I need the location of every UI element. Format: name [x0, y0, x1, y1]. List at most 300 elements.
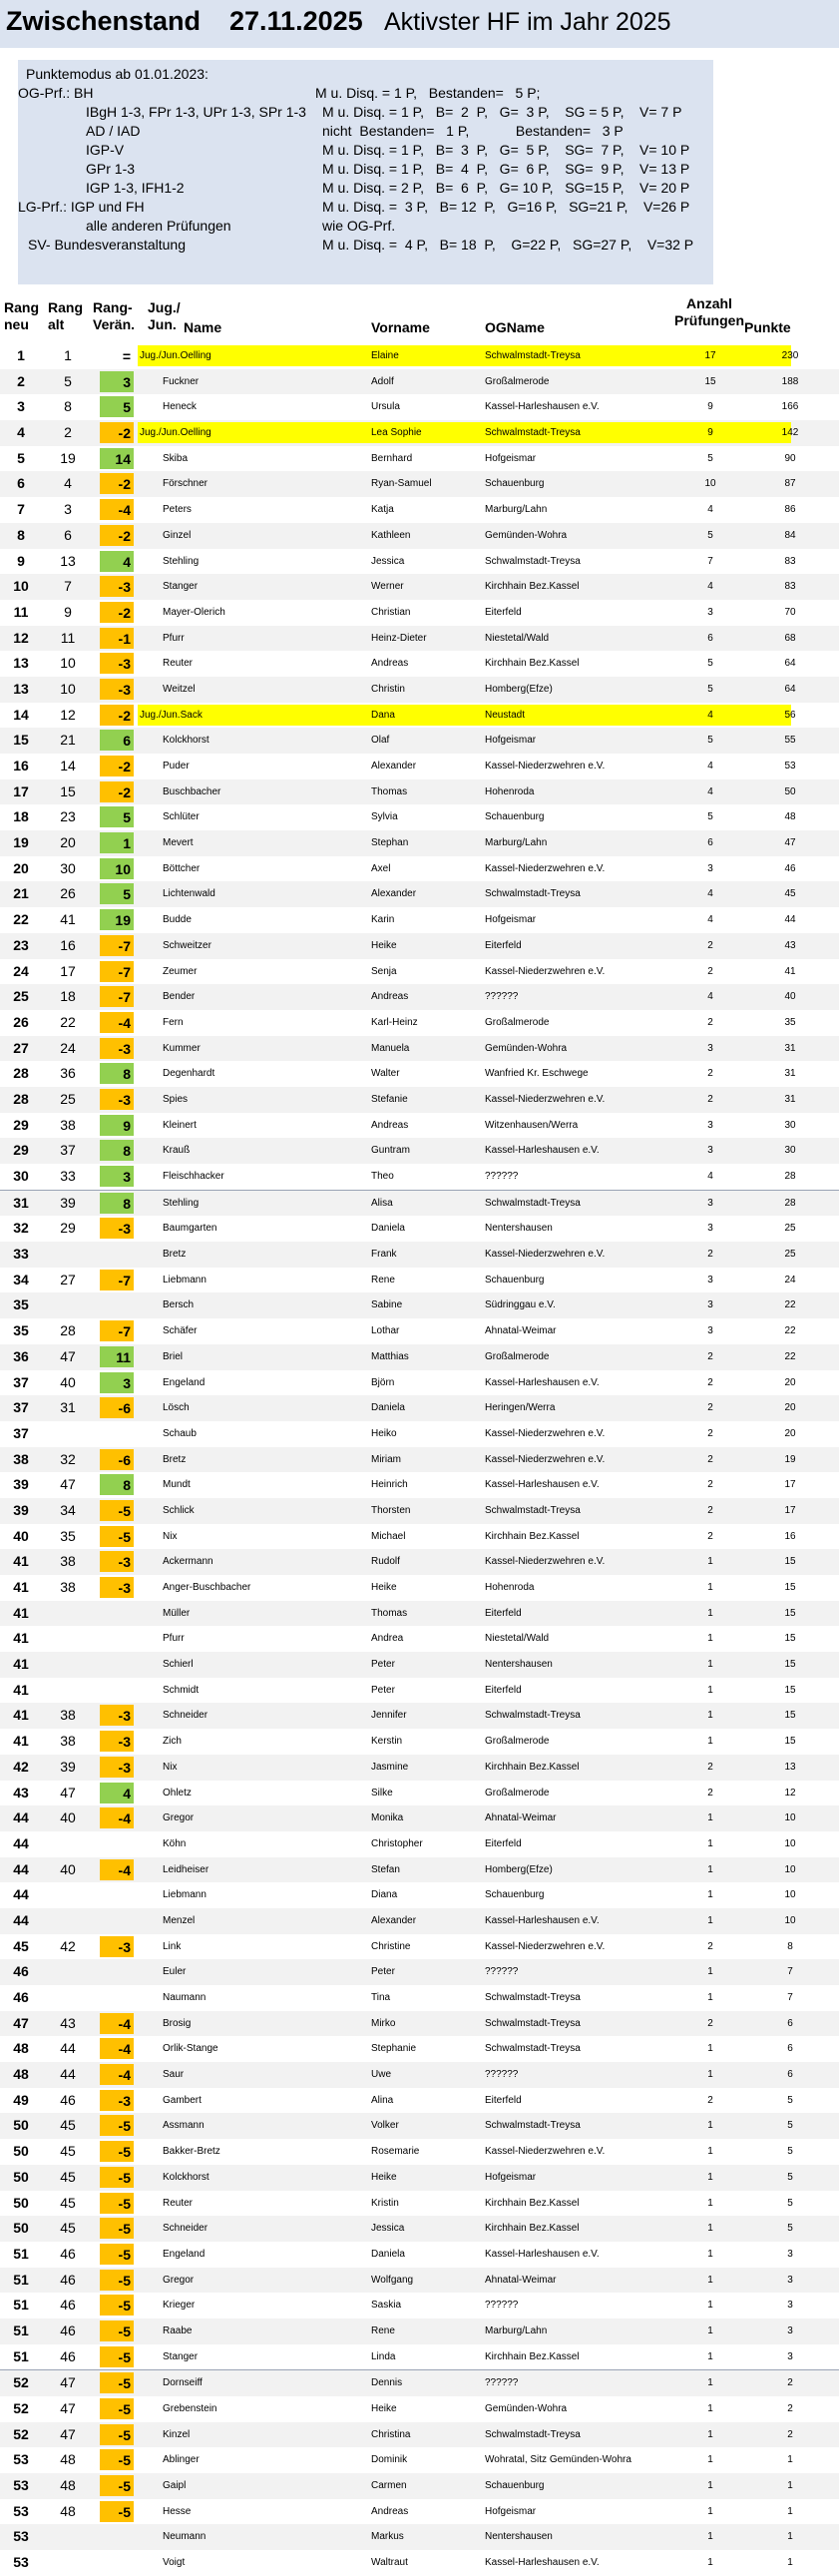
exam-count: 1: [707, 2531, 713, 2543]
first-name: Carmen: [371, 2480, 407, 2492]
rank-change-cell: [100, 961, 134, 982]
club-name: ??????: [485, 2377, 519, 2389]
club-name: Ahnatal-Weimar: [485, 2274, 557, 2286]
points: 55: [784, 735, 796, 747]
points: 31: [784, 1042, 796, 1054]
table-row: [0, 1857, 839, 1883]
exam-count: 6: [707, 632, 713, 644]
surname: Förschner: [163, 478, 209, 490]
first-name: Andrea: [371, 1633, 404, 1645]
rank-old: 11: [60, 629, 76, 646]
col-vorname: Vorname: [371, 319, 430, 335]
first-name: Kerstin: [371, 1736, 403, 1748]
rank-new: 28: [13, 1090, 29, 1107]
table-row: [0, 446, 839, 472]
points: 25: [784, 1223, 796, 1235]
points: 24: [784, 1274, 796, 1286]
rank-change-cell: [100, 602, 134, 623]
points: 15: [784, 1736, 796, 1748]
table-row: [0, 549, 839, 575]
points: 47: [784, 837, 796, 849]
club-name: Schwalmstadt-Treysa: [485, 1504, 581, 1516]
rank-change: -3: [118, 1734, 131, 1751]
points: 83: [784, 581, 796, 593]
rank-change-cell: [100, 1783, 134, 1803]
club-name: Schwalmstadt-Treysa: [485, 427, 581, 439]
points: 2: [787, 2428, 793, 2440]
club-name: Marburg/Lahn: [485, 837, 548, 849]
points: 5: [787, 2146, 793, 2158]
first-name: Heike: [371, 1582, 397, 1593]
club-name: Nentershausen: [485, 2531, 553, 2543]
rank-new: 44: [13, 1860, 29, 1877]
rank-new: 41: [13, 1733, 29, 1750]
surname: Puder: [163, 761, 190, 772]
rank-new: 44: [13, 1911, 29, 1928]
rank-new: 50: [13, 2194, 29, 2211]
exam-count: 1: [707, 1863, 713, 1875]
points: 16: [784, 1530, 796, 1542]
rank-new: 5: [17, 449, 25, 466]
table-row: [0, 1934, 839, 1960]
club-name: Nentershausen: [485, 1659, 553, 1671]
points: 83: [784, 555, 796, 567]
rank-change-cell: [100, 2398, 134, 2419]
rank-old: 15: [60, 782, 76, 799]
rank-change: -2: [118, 783, 131, 800]
first-name: Alexander: [371, 1914, 417, 1926]
points: 1: [787, 2454, 793, 2466]
rank-new: 37: [13, 1424, 29, 1441]
rank-change: 10: [115, 860, 131, 877]
table-row: [0, 907, 839, 933]
rank-old: 2: [64, 424, 72, 441]
rank-old: 8: [64, 398, 72, 415]
club-name: ??????: [485, 2069, 519, 2081]
rank-change-cell: [100, 2270, 134, 2291]
points: 86: [784, 504, 796, 516]
rank-change-cell: [100, 1320, 134, 1341]
first-name: Senja: [371, 965, 397, 977]
exam-count: 15: [704, 375, 716, 387]
surname: Lichtenwald: [163, 888, 215, 900]
table-row: [0, 471, 839, 497]
exam-count: 1: [707, 2480, 713, 2492]
first-name: Adolf: [371, 375, 394, 387]
rank-change: -5: [118, 2401, 131, 2417]
first-name: Frank: [371, 1249, 397, 1261]
club-name: Schauenburg: [485, 811, 545, 823]
rank-change-cell: [100, 1218, 134, 1239]
table-header: [0, 291, 839, 341]
exam-count: 3: [707, 1274, 713, 1286]
club-name: Marburg/Lahn: [485, 2324, 548, 2336]
points: 3: [787, 2248, 793, 2260]
exam-count: 3: [707, 1197, 713, 1209]
exam-count: 2: [707, 1940, 713, 1952]
rank-change-cell: [100, 730, 134, 751]
surname: Buschbacher: [163, 785, 221, 797]
rank-old: 45: [60, 2117, 76, 2134]
rank-new: 53: [13, 2451, 29, 2468]
first-name: Kristin: [371, 2197, 399, 2209]
rank-old: 38: [60, 1733, 76, 1750]
club-name: Kassel-Harleshausen e.V.: [485, 1376, 600, 1388]
rank-old: 46: [60, 2347, 76, 2364]
club-name: Gemünden-Wohra: [485, 2403, 568, 2414]
club-name: Schauenburg: [485, 2480, 545, 2492]
rank-change-cell: [100, 1577, 134, 1598]
club-name: Gemünden-Wohra: [485, 1042, 568, 1054]
rank-change: -5: [118, 2169, 131, 2186]
rank-change: -2: [118, 476, 131, 493]
points: 10: [784, 1889, 796, 1901]
club-name: Gemünden-Wohra: [485, 529, 568, 541]
rank-new: 29: [13, 1142, 29, 1159]
table-row: [0, 856, 839, 882]
rank-change: -5: [118, 2426, 131, 2443]
points: 15: [784, 1582, 796, 1593]
rank-change: 11: [116, 1348, 131, 1365]
club-name: Homberg(Efze): [485, 1863, 553, 1875]
youth-label: Jug./Jun.Sack: [140, 709, 203, 721]
points: 20: [784, 1427, 796, 1439]
rank-new: 13: [13, 655, 29, 672]
rank-old: 45: [60, 2194, 76, 2211]
surname: Pfurr: [163, 632, 185, 644]
exam-count: 3: [707, 606, 713, 618]
table-row: [0, 1985, 839, 2011]
rank-old: 30: [60, 859, 76, 876]
points: 53: [784, 761, 796, 772]
rank-new: 10: [13, 578, 29, 595]
rank-new: 7: [17, 501, 25, 518]
club-name: Schauenburg: [485, 1274, 545, 1286]
club-name: Schwalmstadt-Treysa: [485, 888, 581, 900]
table-row: [0, 1242, 839, 1268]
table-row: [0, 881, 839, 907]
rank-change: -5: [118, 2246, 131, 2263]
surname: Nix: [163, 1761, 178, 1773]
first-name: Thorsten: [371, 1504, 411, 1516]
table-row: [0, 420, 839, 446]
mode-rule: M u. Disq. = 1 P, B= 3 P, G= 5 P, SG= 7 P, V= 10 P: [322, 142, 690, 158]
col-rank-new: Rang neu: [4, 299, 39, 332]
exam-count: 10: [704, 478, 716, 490]
rank-new: 41: [13, 1630, 29, 1647]
rank-old: 47: [60, 1784, 76, 1801]
points: 30: [784, 1145, 796, 1157]
rank-change: -4: [118, 1014, 131, 1031]
table-row: [0, 1292, 839, 1318]
points: 68: [784, 632, 796, 644]
table-row: [0, 1781, 839, 1806]
rank-change: -5: [118, 2375, 131, 2392]
surname: Reuter: [163, 2197, 194, 2209]
rank-change-cell: [100, 2424, 134, 2445]
points: 87: [784, 478, 796, 490]
rank-new: 23: [13, 936, 29, 953]
surname: Pfurr: [163, 1633, 185, 1645]
rank-change-cell: [100, 551, 134, 572]
first-name: Andreas: [371, 658, 409, 670]
club-name: Kassel-Niederzwehren e.V.: [485, 1427, 606, 1439]
surname: Gregor: [163, 1812, 195, 1824]
points: 15: [784, 1659, 796, 1671]
surname: Link: [163, 1940, 182, 1952]
first-name: Alexander: [371, 888, 417, 900]
exam-count: 2: [707, 1350, 713, 1362]
club-name: ??????: [485, 1171, 519, 1182]
table-row: [0, 1575, 839, 1601]
first-name: Wolfgang: [371, 2274, 414, 2286]
club-name: Eiterfeld: [485, 1837, 522, 1849]
exam-count: 1: [707, 2324, 713, 2336]
rank-change: -5: [118, 2452, 131, 2469]
first-name: Daniela: [371, 1402, 405, 1414]
points: 10: [784, 1812, 796, 1824]
club-name: Schwalmstadt-Treysa: [485, 2017, 581, 2029]
rank-old: 35: [60, 1527, 76, 1544]
exam-count: 1: [707, 2454, 713, 2466]
table-row: [0, 600, 839, 626]
rank-change: 1: [123, 835, 131, 852]
rank-old: 46: [60, 2091, 76, 2108]
rank-change-cell: [100, 1397, 134, 1418]
surname: Liebmann: [163, 1274, 207, 1286]
rank-old: 45: [60, 2220, 76, 2237]
rank-change: 4: [123, 1785, 131, 1802]
first-name: Linda: [371, 2350, 396, 2362]
rank-old: 31: [60, 1399, 76, 1416]
exam-count: 2: [707, 2094, 713, 2106]
table-row: [0, 1678, 839, 1704]
table-row: [0, 394, 839, 420]
rank-change-cell: [100, 2346, 134, 2367]
exam-count: 7: [707, 555, 713, 567]
mode-label: alle anderen Prüfungen: [86, 218, 231, 234]
rank-old: 16: [60, 936, 76, 953]
table-row: [0, 2447, 839, 2473]
points: 64: [784, 658, 796, 670]
rank-new: 37: [13, 1373, 29, 1390]
exam-count: 2: [707, 2017, 713, 2029]
rank-old: 43: [60, 2014, 76, 2031]
club-name: Schwalmstadt-Treysa: [485, 350, 581, 361]
first-name: Alexander: [371, 761, 417, 772]
first-name: Andreas: [371, 1119, 409, 1131]
points: 3: [787, 2350, 793, 2362]
table-row: [0, 677, 839, 703]
points: 1: [787, 2531, 793, 2543]
first-name: Peter: [371, 1659, 395, 1671]
rank-change-cell: [100, 2013, 134, 2034]
points: 10: [784, 1863, 796, 1875]
surname: Mundt: [163, 1479, 191, 1491]
rank-new: 50: [13, 2168, 29, 2185]
club-name: Hofgeismar: [485, 2171, 537, 2183]
first-name: Kathleen: [371, 529, 411, 541]
rank-new: 32: [13, 1220, 29, 1237]
first-name: Rene: [371, 1274, 395, 1286]
club-name: ??????: [485, 991, 519, 1003]
rank-change-cell: [100, 1705, 134, 1726]
rank-change: -5: [118, 2144, 131, 2161]
rank-old: 47: [60, 2425, 76, 2442]
rank-change: 4: [123, 553, 131, 570]
table-row: [0, 1831, 839, 1857]
points-mode-heading: Punktemodus ab 01.01.2023:: [26, 66, 209, 82]
first-name: Karin: [371, 914, 395, 926]
table-row: [0, 2318, 839, 2344]
points: 10: [784, 1837, 796, 1849]
first-name: Jennifer: [371, 1710, 407, 1722]
rank-new: 43: [13, 1784, 29, 1801]
first-name: Guntram: [371, 1145, 410, 1157]
table-row: [0, 804, 839, 830]
points: 10: [784, 1914, 796, 1926]
surname: Schneider: [163, 2223, 209, 2235]
club-name: Kassel-Niederzwehren e.V.: [485, 1093, 606, 1105]
rank-change-cell: [100, 628, 134, 649]
first-name: Diana: [371, 1889, 398, 1901]
rank-new: 14: [13, 706, 29, 723]
rank-new: 50: [13, 2220, 29, 2237]
club-name: Heringen/Werra: [485, 1402, 556, 1414]
surname: Orlik-Stange: [163, 2043, 218, 2055]
club-name: Kassel-Niederzwehren e.V.: [485, 1556, 606, 1568]
rank-new: 50: [13, 2143, 29, 2160]
rank-change: -3: [118, 1091, 131, 1108]
mode-label: IGP 1-3, IFH1-2: [86, 180, 185, 196]
points: 45: [784, 888, 796, 900]
points: 20: [784, 1376, 796, 1388]
exam-count: 3: [707, 1223, 713, 1235]
exam-count: 5: [707, 452, 713, 464]
table-row: [0, 830, 839, 856]
points: 6: [787, 2069, 793, 2081]
club-name: Hohenroda: [485, 1582, 535, 1593]
rank-old: 48: [60, 2451, 76, 2468]
title-subtitle: Aktivster HF im Jahr 2025: [384, 8, 671, 36]
surname: Zeumer: [163, 965, 198, 977]
rank-new: 11: [13, 603, 29, 620]
rank-change: -5: [118, 2195, 131, 2212]
surname: Gregor: [163, 2274, 195, 2286]
rank-new: 21: [13, 885, 29, 902]
points: 12: [784, 1787, 796, 1799]
first-name: Miriam: [371, 1453, 401, 1465]
rank-change-cell: [100, 448, 134, 469]
surname: Menzel: [163, 1914, 196, 1926]
surname: Lösch: [163, 1402, 190, 1414]
mode-label: IGP-V: [86, 142, 125, 158]
table-row: [0, 1087, 839, 1113]
first-name: Silke: [371, 1787, 393, 1799]
points: 20: [784, 1402, 796, 1414]
col-og: OGName: [485, 319, 545, 335]
club-name: Hofgeismar: [485, 735, 537, 747]
points: 22: [784, 1325, 796, 1337]
table-row: [0, 1036, 839, 1062]
surname: Kolckhorst: [163, 2171, 210, 2183]
rank-old: 38: [60, 1707, 76, 1724]
rank-new: 53: [13, 2477, 29, 2494]
first-name: Stefanie: [371, 1093, 408, 1105]
rank-new: 34: [13, 1271, 29, 1288]
rank-new: 53: [13, 2554, 29, 2571]
club-name: Hofgeismar: [485, 2505, 537, 2517]
exam-count: 1: [707, 2428, 713, 2440]
table-row: [0, 1652, 839, 1678]
table-row: [0, 2191, 839, 2217]
surname: Briel: [163, 1350, 184, 1362]
mode-label: GPr 1-3: [86, 161, 136, 177]
exam-count: 1: [707, 2557, 713, 2569]
rank-new: 52: [13, 2374, 29, 2391]
points: 48: [784, 811, 796, 823]
club-name: Kassel-Niederzwehren e.V.: [485, 761, 606, 772]
rank-change: -3: [118, 656, 131, 673]
table-row: [0, 1959, 839, 1985]
table-row: [0, 651, 839, 677]
surname: Kolckhorst: [163, 735, 210, 747]
exam-count: 1: [707, 2300, 713, 2312]
rank-new: 46: [13, 1963, 29, 1980]
points: 17: [784, 1504, 796, 1516]
table-row: [0, 1164, 839, 1190]
exam-count: 1: [707, 2248, 713, 2260]
exam-count: 3: [707, 1042, 713, 1054]
exam-count: 1: [707, 1684, 713, 1696]
first-name: Heike: [371, 939, 397, 951]
rank-old: 46: [60, 2321, 76, 2338]
exam-count: 4: [707, 888, 713, 900]
points: 3: [787, 2274, 793, 2286]
surname: Stehling: [163, 1197, 200, 1209]
first-name: Sylvia: [371, 811, 398, 823]
exam-count: 4: [707, 914, 713, 926]
rank-change: 5: [123, 886, 131, 903]
rank-change: 6: [123, 733, 131, 750]
rank-new: 26: [13, 1013, 29, 1030]
rank-change: -6: [118, 1400, 131, 1417]
surname: Schäfer: [163, 1325, 198, 1337]
rank-old: 47: [60, 2374, 76, 2391]
first-name: Daniela: [371, 2248, 405, 2260]
surname: Köhn: [163, 1837, 187, 1849]
club-name: Großalmerode: [485, 1350, 550, 1362]
table-row: [0, 574, 839, 600]
rank-new: 17: [13, 782, 29, 799]
rank-change: 5: [123, 809, 131, 826]
club-name: Schwalmstadt-Treysa: [485, 2428, 581, 2440]
rank-change: 8: [123, 1143, 131, 1160]
rank-new: 16: [13, 758, 29, 773]
points: 15: [784, 1710, 796, 1722]
first-name: Heiko: [371, 1427, 397, 1439]
table-row: [0, 1755, 839, 1781]
exam-count: 1: [707, 2223, 713, 2235]
club-name: Kirchhain Bez.Kassel: [485, 1530, 580, 1542]
points: 2: [787, 2377, 793, 2389]
rank-new: 41: [13, 1707, 29, 1724]
surname: Krauß: [163, 1145, 191, 1157]
rank-new: 41: [13, 1681, 29, 1698]
points: 13: [784, 1761, 796, 1773]
points: 43: [784, 939, 796, 951]
rank-change-cell: [100, 858, 134, 879]
